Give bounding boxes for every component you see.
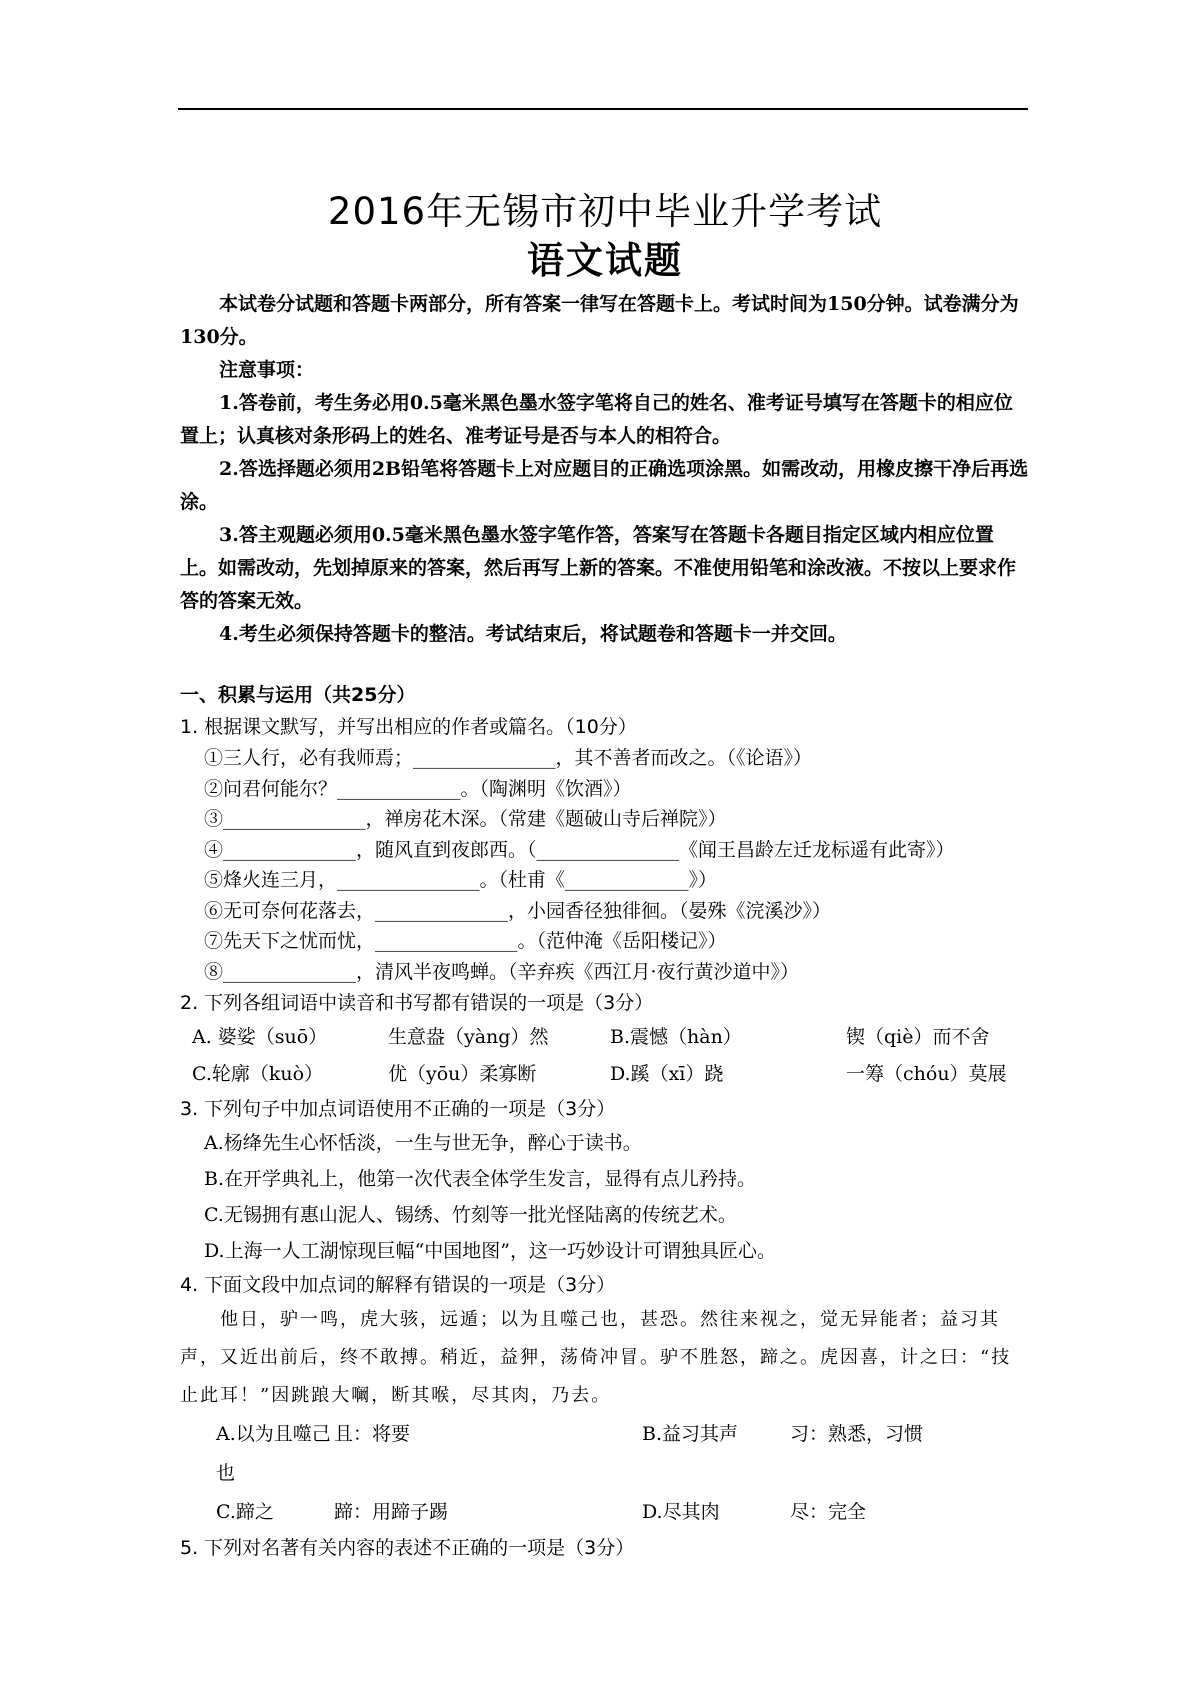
passage-text: 他日，驴一鸣，虎大骇，远遁；以为且噬己也，甚恐。然往来视之，觉无异能者；益习其声，又近出前后，终不敢搏。稍近，益狎，荡倚冲冒。驴不胜怒，蹄之。虎因喜，计之曰：“技止此耳！”因跳踉大㘎，断其喉，尽其肉，乃去。 [180,1309,1012,1406]
option-cell: A. 婆娑（suō） [192,1026,328,1048]
instructions-heading: 注意事项： [219,359,315,381]
header-rule [178,108,1028,110]
question-3-options [180,1125,1030,1269]
option-cell: C.蹄之 [216,1501,274,1523]
option-cell: D.尽其肉 [642,1501,720,1523]
classical-passage [180,1301,1030,1415]
option-cell: C.轮廓（kuò） [192,1063,324,1085]
recitation-item: ②问君何能尔？_____________。（陶渊明《饮酒》） [204,777,632,800]
recitation-item: ⑥无可奈何花落去，______________，小园香径独徘徊。（晏殊《浣溪沙》） [204,899,832,922]
option-cell: A.以为且噬己也 [216,1423,331,1484]
instructions-intro: 本试卷分试题和答题卡两部分，所有答案一律写在答题卡上。考试时间为150分钟。试卷满分为130分。 [180,293,1019,348]
option-cell: B.震憾（hàn） [610,1026,742,1048]
exam-subtitle: 语文试题 [527,239,683,282]
question-1-stem: 1. 根据课文默写，并写出相应的作者或篇名。（10分） [180,716,637,738]
recitation-item: ①三人行，必有我师焉；_______________，其不善者而改之。（《论语》） [204,747,813,769]
recitation-item: ⑤烽火连三月，_______________。（杜甫《_____________》） [204,869,718,891]
option-cell: 生意盎（yàng）然 [388,1026,549,1048]
question-2-stem: 2. 下列各组词语中读音和书写都有错误的一项是（3分） [180,992,654,1014]
recitation-item: ③_______________，禅房花木深。（常建《题破山寺后禅院》） [204,808,727,830]
option-line: A.杨绛先生心怀恬淡，一生与世无争，醉心于读书。 [204,1132,642,1154]
question-4-stem: 4. 下面文段中加点词的解释有错误的一项是（3分） [180,1274,616,1296]
option-cell: D.蹊（xī）跷 [610,1063,724,1085]
instruction-item: 4.考生必须保持答题卡的整洁。考试结束后，将试题卷和答题卡一并交回。 [219,623,847,645]
recitation-item: ④______________，随风直到夜郎西。（_______________《闻王昌龄左迁龙标遥有此寄》） [204,838,955,861]
option-cell: 且：将要 [334,1423,411,1445]
option-cell: 优（yōu）柔寡断 [388,1063,537,1085]
option-cell: 一筹（chóu）莫展 [846,1063,1007,1085]
option-cell: 锲（qiè）而不舍 [846,1026,990,1048]
question-2-options [180,1019,1030,1093]
question-1-items [180,743,1030,987]
question-3-stem: 3. 下列句子中加点词语使用不正确的一项是（3分） [180,1098,616,1120]
recitation-item: ⑧______________，清风半夜鸣蝉。（辛弃疾《西江月·夜行黄沙道中》） [204,960,800,983]
instruction-item: 1.答卷前，考生务必用0.5毫米黑色墨水签字笔将自己的姓名、准考证号填写在答题卡的相应位置上；认真核对条形码上的姓名、准考证号是否与本人的相符合。 [180,392,1013,447]
question-4-options [180,1415,1030,1532]
exam-document [180,188,1030,1564]
exam-instructions [180,288,1030,651]
exam-title: 2016年无锡市初中毕业升学考试 [327,190,883,233]
option-line: B.在开学典礼上，他第一次代表全体学生发言，显得有点儿矜持。 [204,1168,757,1190]
option-line: C.无锡拥有惠山泥人、锡绣、竹刻等一批光怪陆离的传统艺术。 [204,1204,737,1226]
option-cell: 蹄：用蹄子踢 [334,1501,449,1523]
recitation-item: ⑦先天下之忧而忧，_______________。（范仲淹《岳阳楼记》） [204,930,727,952]
option-line: D.上海一人工湖惊现巨幅“中国地图”，这一巧妙设计可谓独具匠心。 [204,1240,777,1262]
section-title: 一、积累与运用（共25分） [180,684,416,706]
option-cell: 习：熟悉，习惯 [790,1423,924,1445]
option-cell: B.益习其声 [642,1423,739,1445]
question-5-stem: 5. 下列对名著有关内容的表述不正确的一项是（3分） [180,1537,635,1559]
instruction-item: 2.答选择题必须用2B铅笔将答题卡上对应题目的正确选项涂黑。如需改动，用橡皮擦干净后再选涂。 [180,458,1029,513]
instruction-item: 3.答主观题必须用0.5毫米黑色墨水签字笔作答，答案写在答题卡各题目指定区域内相应位置上。如需改动，先划掉原来的答案，然后再写上新的答案。不准使用铅笔和涂改液。不按以上要求作答的答案无效。 [180,524,1017,612]
option-cell: 尽：完全 [790,1501,867,1523]
